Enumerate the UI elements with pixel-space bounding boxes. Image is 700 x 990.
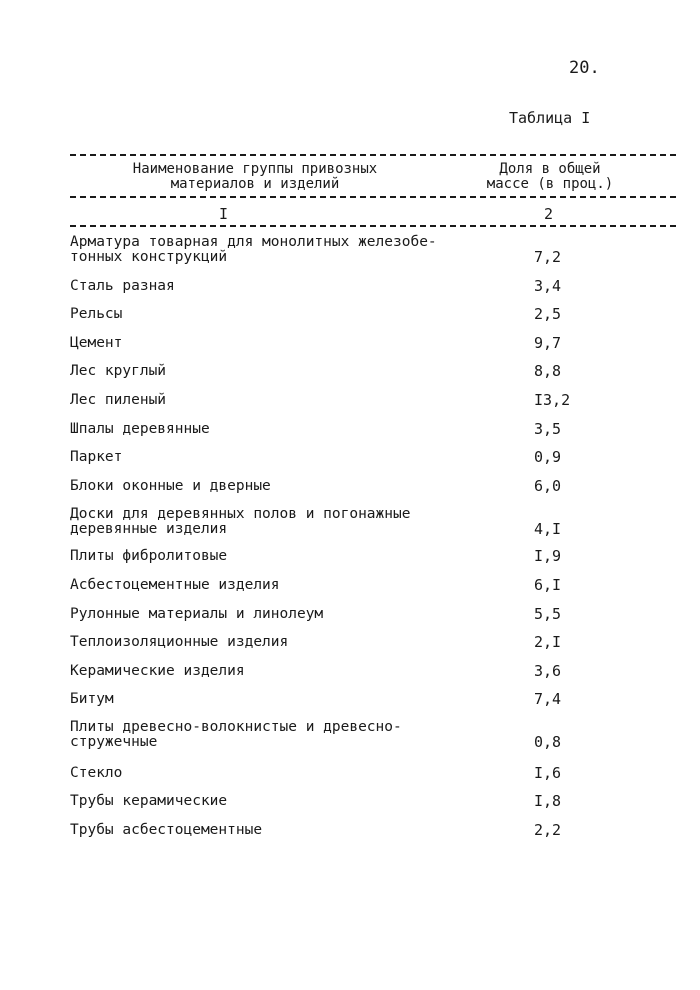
row-value: 3,5 xyxy=(534,420,562,438)
row-name: Рельсы xyxy=(70,306,123,322)
header-bottom-rule xyxy=(70,196,676,198)
row-name: Шпалы деревянные xyxy=(70,421,210,437)
row-name: Трубы керамические xyxy=(70,793,228,809)
column-header-name: Наименование группы привозных материалов и изделий xyxy=(132,161,378,192)
row-name: Цемент xyxy=(70,335,123,351)
column-number-2: 2 xyxy=(544,205,554,223)
row-value: 2,5 xyxy=(534,305,562,323)
row-name: Теплоизоляционные изделия xyxy=(70,634,289,650)
row-value: 2,2 xyxy=(534,821,562,839)
row-value: 6,I xyxy=(534,576,562,594)
row-name: Стекло xyxy=(70,765,123,781)
row-value: I,6 xyxy=(534,764,562,782)
column-number-1: I xyxy=(219,205,229,223)
row-name: Асбестоцементные изделия xyxy=(70,577,280,593)
row-name: Сталь разная xyxy=(70,278,175,294)
table-caption: Таблица I xyxy=(509,109,591,127)
row-value: I,9 xyxy=(534,547,562,565)
row-value: I,8 xyxy=(534,792,562,810)
row-name: Керамические изделия xyxy=(70,663,245,679)
table-top-rule xyxy=(70,154,676,156)
row-name: Битум xyxy=(70,691,114,707)
row-value: 2,I xyxy=(534,633,562,651)
row-value: I3,2 xyxy=(534,391,571,409)
row-value: 6,0 xyxy=(534,477,562,495)
row-value: 0,8 xyxy=(534,733,562,751)
row-name: Арматура товарная для монолитных железобе- тонных конструкций xyxy=(70,234,437,265)
row-value: 3,4 xyxy=(534,277,562,295)
row-value: 8,8 xyxy=(534,362,562,380)
row-value: 7,2 xyxy=(534,248,562,266)
row-name: Плиты фибролитовые xyxy=(70,548,228,564)
row-name: Плиты древесно-волокнистые и древесно- стружечные xyxy=(70,719,402,750)
column-number-rule xyxy=(70,225,676,227)
row-value: 0,9 xyxy=(534,448,562,466)
row-name: Паркет xyxy=(70,449,123,465)
row-name: Трубы асбестоцементные xyxy=(70,822,263,838)
row-value: 4,I xyxy=(534,520,562,538)
row-value: 5,5 xyxy=(534,605,562,623)
column-header-share: Доля в общей массе (в проц.) xyxy=(486,161,614,192)
row-name: Лес круглый xyxy=(70,363,167,379)
row-name: Блоки оконные и дверные xyxy=(70,478,271,494)
row-value: 9,7 xyxy=(534,334,562,352)
row-name: Лес пиленый xyxy=(70,392,167,408)
row-name: Доски для деревянных полов и погонажные деревянные изделия xyxy=(70,506,411,537)
page-number: 20. xyxy=(569,58,600,78)
row-value: 3,6 xyxy=(534,662,562,680)
row-name: Рулонные материалы и линолеум xyxy=(70,606,324,622)
row-value: 7,4 xyxy=(534,690,562,708)
